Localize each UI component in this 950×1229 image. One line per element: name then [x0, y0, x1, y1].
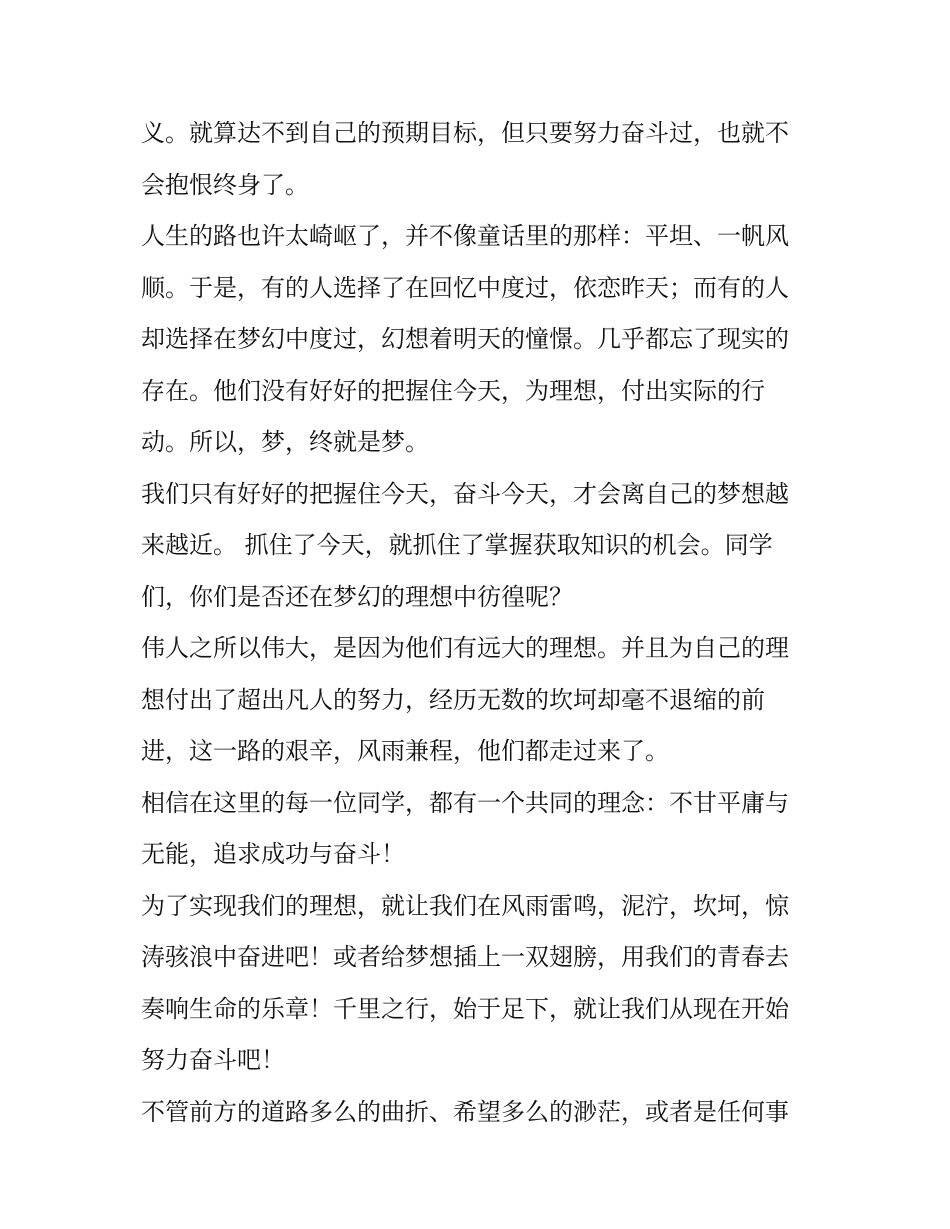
- text-line: 进，这一路的艰辛，风雨兼程，他们都走过来了。: [141, 737, 669, 765]
- document-body: [141, 108, 813, 1138]
- text-line: 人生的路也许太崎岖了，并不像童话里的那样：平坦、一帆风: [141, 222, 789, 250]
- text-line: 我们只有好好的把握住今天，奋斗今天，才会离自己的梦想越: [141, 479, 789, 508]
- text-line: 努力奋斗吧！: [141, 1046, 285, 1074]
- text-line: 奏响生命的乐章！千里之行，始于足下，就让我们从现在开始: [141, 994, 789, 1023]
- text-line: 义。就算达不到自己的预期目标，但只要努力奋斗过，也就不: [141, 119, 789, 147]
- text-line: 伟人之所以伟大，是因为他们有远大的理想。并且为自己的理: [141, 634, 789, 662]
- text-line: 来越近。 抓住了今天，就抓住了掌握获取知识的机会。同学: [141, 531, 773, 559]
- text-line: 无能，追求成功与奋斗！: [141, 840, 405, 868]
- text-line: 却选择在梦幻中度过，幻想着明天的憧憬。几乎都忘了现实的: [141, 325, 789, 353]
- text-line: 会抱恨终身了。: [141, 170, 309, 199]
- text-line: 存在。他们没有好好的把握住今天，为理想，付出实际的行: [141, 376, 765, 405]
- text-line: 顺。于是，有的人选择了在回忆中度过，依恋昨天；而有的人: [141, 273, 789, 302]
- text-line: 涛骇浪中奋进吧！或者给梦想插上一双翅膀，用我们的青春去: [141, 943, 789, 971]
- text-line: 们，你们是否还在梦幻的理想中彷徨呢？: [141, 582, 573, 611]
- text-line: 想付出了超出凡人的努力，经历无数的坎坷却毫不退缩的前: [141, 685, 765, 714]
- text-line: 不管前方的道路多么的曲折、希望多么的渺茫，或者是任何事: [141, 1097, 789, 1126]
- text-line: 动。所以，梦，终就是梦。: [141, 428, 429, 456]
- text-line: 为了实现我们的理想，就让我们在风雨雷鸣，泥泞，坎坷，惊: [141, 891, 789, 920]
- text-line: 相信在这里的每一位同学，都有一个共同的理念：不甘平庸与: [141, 788, 789, 817]
